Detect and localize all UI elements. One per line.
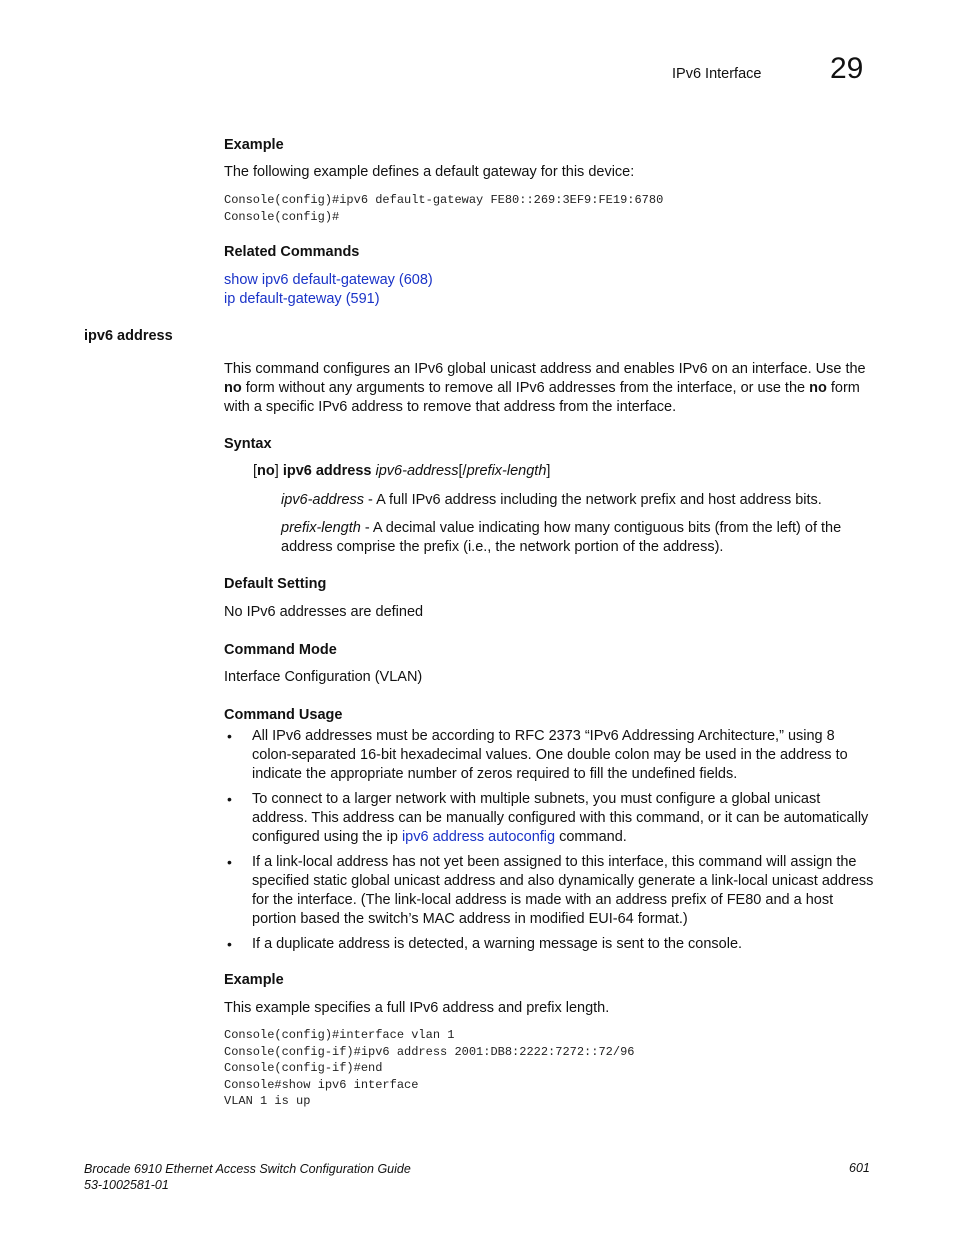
bullet-icon: •: [227, 728, 232, 744]
chapter-number: 29: [830, 52, 864, 85]
syntax-bracket-close: ]: [274, 463, 283, 479]
example-code-block: Console(config)#ipv6 default-gateway FE80::269:3EF9:FE19:6780 Console(config)#: [224, 193, 664, 224]
ipv6-address-autoconfig-link[interactable]: ipv6 address autoconfig: [401, 829, 556, 845]
command-usage-list: [224, 727, 874, 960]
bullet-icon: •: [227, 854, 232, 870]
usage-item-text: All IPv6 addresses must be according to RFC 2373 “IPv6 Addressing Architecture,” using 8 colon-separated 16-bit hexadecimal values. One double colon may be used in the address to indicate the appropriate number of zeros required to fill the undefined fields.: [252, 728, 848, 782]
desc-text-3: form with a specific IPv6 address to remove that address from the interface.: [224, 380, 860, 415]
footer-doc-number: 53-1002581-01: [84, 1178, 169, 1192]
example2-heading: Example: [224, 972, 284, 988]
desc-text-2: form without any arguments to remove all IPv6 addresses from the interface, or use the: [241, 380, 810, 396]
footer-doc-info: [84, 1161, 411, 1193]
usage-item: [224, 727, 874, 784]
example2-code-block: Console(config)#interface vlan 1 Console(config-if)#ipv6 address 2001:DB8:2222:7272::72/96 Console(config-if)#end Console#show ipv6 interface VLAN 1 is up: [224, 1028, 635, 1108]
related-commands-heading: Related Commands: [224, 244, 360, 260]
param-prefix-length: [281, 519, 871, 557]
param-name: ipv6-address: [281, 492, 365, 508]
example-description: The following example defines a default gateway for this device:: [224, 164, 635, 180]
related-link-show-ipv6-default-gateway[interactable]: show ipv6 default-gateway (608): [224, 272, 433, 288]
command-mode-heading: Command Mode: [224, 642, 337, 658]
bullet-icon: •: [227, 791, 232, 807]
syntax-bracket-end: ]: [546, 463, 551, 479]
example-heading: Example: [224, 137, 284, 153]
param-text: - A decimal value indicating how many contiguous bits (from the left) of the address comprise the prefix (i.e., the network portion of the address).: [281, 520, 842, 555]
syntax-no: no: [257, 463, 275, 479]
example2-description: This example specifies a full IPv6 address and prefix length.: [224, 1000, 610, 1016]
related-links: [224, 271, 874, 309]
command-description: [224, 360, 874, 417]
default-setting-heading: Default Setting: [224, 576, 327, 592]
syntax-bracket-slash: [/: [458, 463, 467, 479]
usage-item-text: To connect to a larger network with multiple subnets, you must configure a global unicast address. This address can be manually configured with this command, or it can be automatically configured using the ip: [252, 791, 869, 845]
footer-title: Brocade 6910 Ethernet Access Switch Configuration Guide: [84, 1162, 411, 1176]
command-usage-heading-text: Command Usage: [224, 707, 343, 723]
desc-no-keyword-1: no: [224, 380, 242, 396]
usage-item-text-tail: command.: [555, 829, 627, 845]
syntax-bracket-open: [: [253, 463, 258, 479]
page-number: 601: [849, 1161, 870, 1175]
default-setting-text: No IPv6 addresses are defined: [224, 604, 424, 620]
syntax-arg-ipv6-address: ipv6-address: [375, 463, 459, 479]
command-title: ipv6 address: [84, 328, 173, 344]
syntax-heading: Syntax: [224, 436, 272, 452]
syntax-command: ipv6 address: [282, 463, 372, 479]
syntax-arg-prefix-length: prefix-length: [466, 463, 547, 479]
command-mode-text: Interface Configuration (VLAN): [224, 669, 423, 685]
syntax-line: [253, 462, 550, 481]
param-ipv6-address: [281, 491, 871, 510]
usage-item: [224, 790, 874, 847]
running-header-section: IPv6 Interface: [672, 66, 762, 82]
desc-text-1: This command configures an IPv6 global unicast address and enables IPv6 on an interface. Use the: [224, 361, 866, 377]
usage-item-text: If a duplicate address is detected, a warning message is sent to the console.: [252, 936, 743, 952]
param-text: - A full IPv6 address including the network prefix and host address bits.: [364, 492, 822, 508]
usage-item: [224, 853, 874, 929]
related-link-ip-default-gateway[interactable]: ip default-gateway (591): [224, 291, 380, 307]
desc-no-keyword-2: no: [809, 380, 827, 396]
usage-item: [224, 935, 874, 954]
usage-item-text: If a link-local address has not yet been assigned to this interface, this command will assign the specified static global unicast address and also dynamically generate a link-local unicast address for the interface. (The link-local address is made with an address prefix of FE80 and a host portion based the switch’s MAC address in modified EUI-64 format.): [252, 854, 874, 927]
command-usage-heading: [224, 706, 874, 725]
bullet-icon: •: [227, 936, 232, 952]
param-name: prefix-length: [281, 520, 361, 536]
